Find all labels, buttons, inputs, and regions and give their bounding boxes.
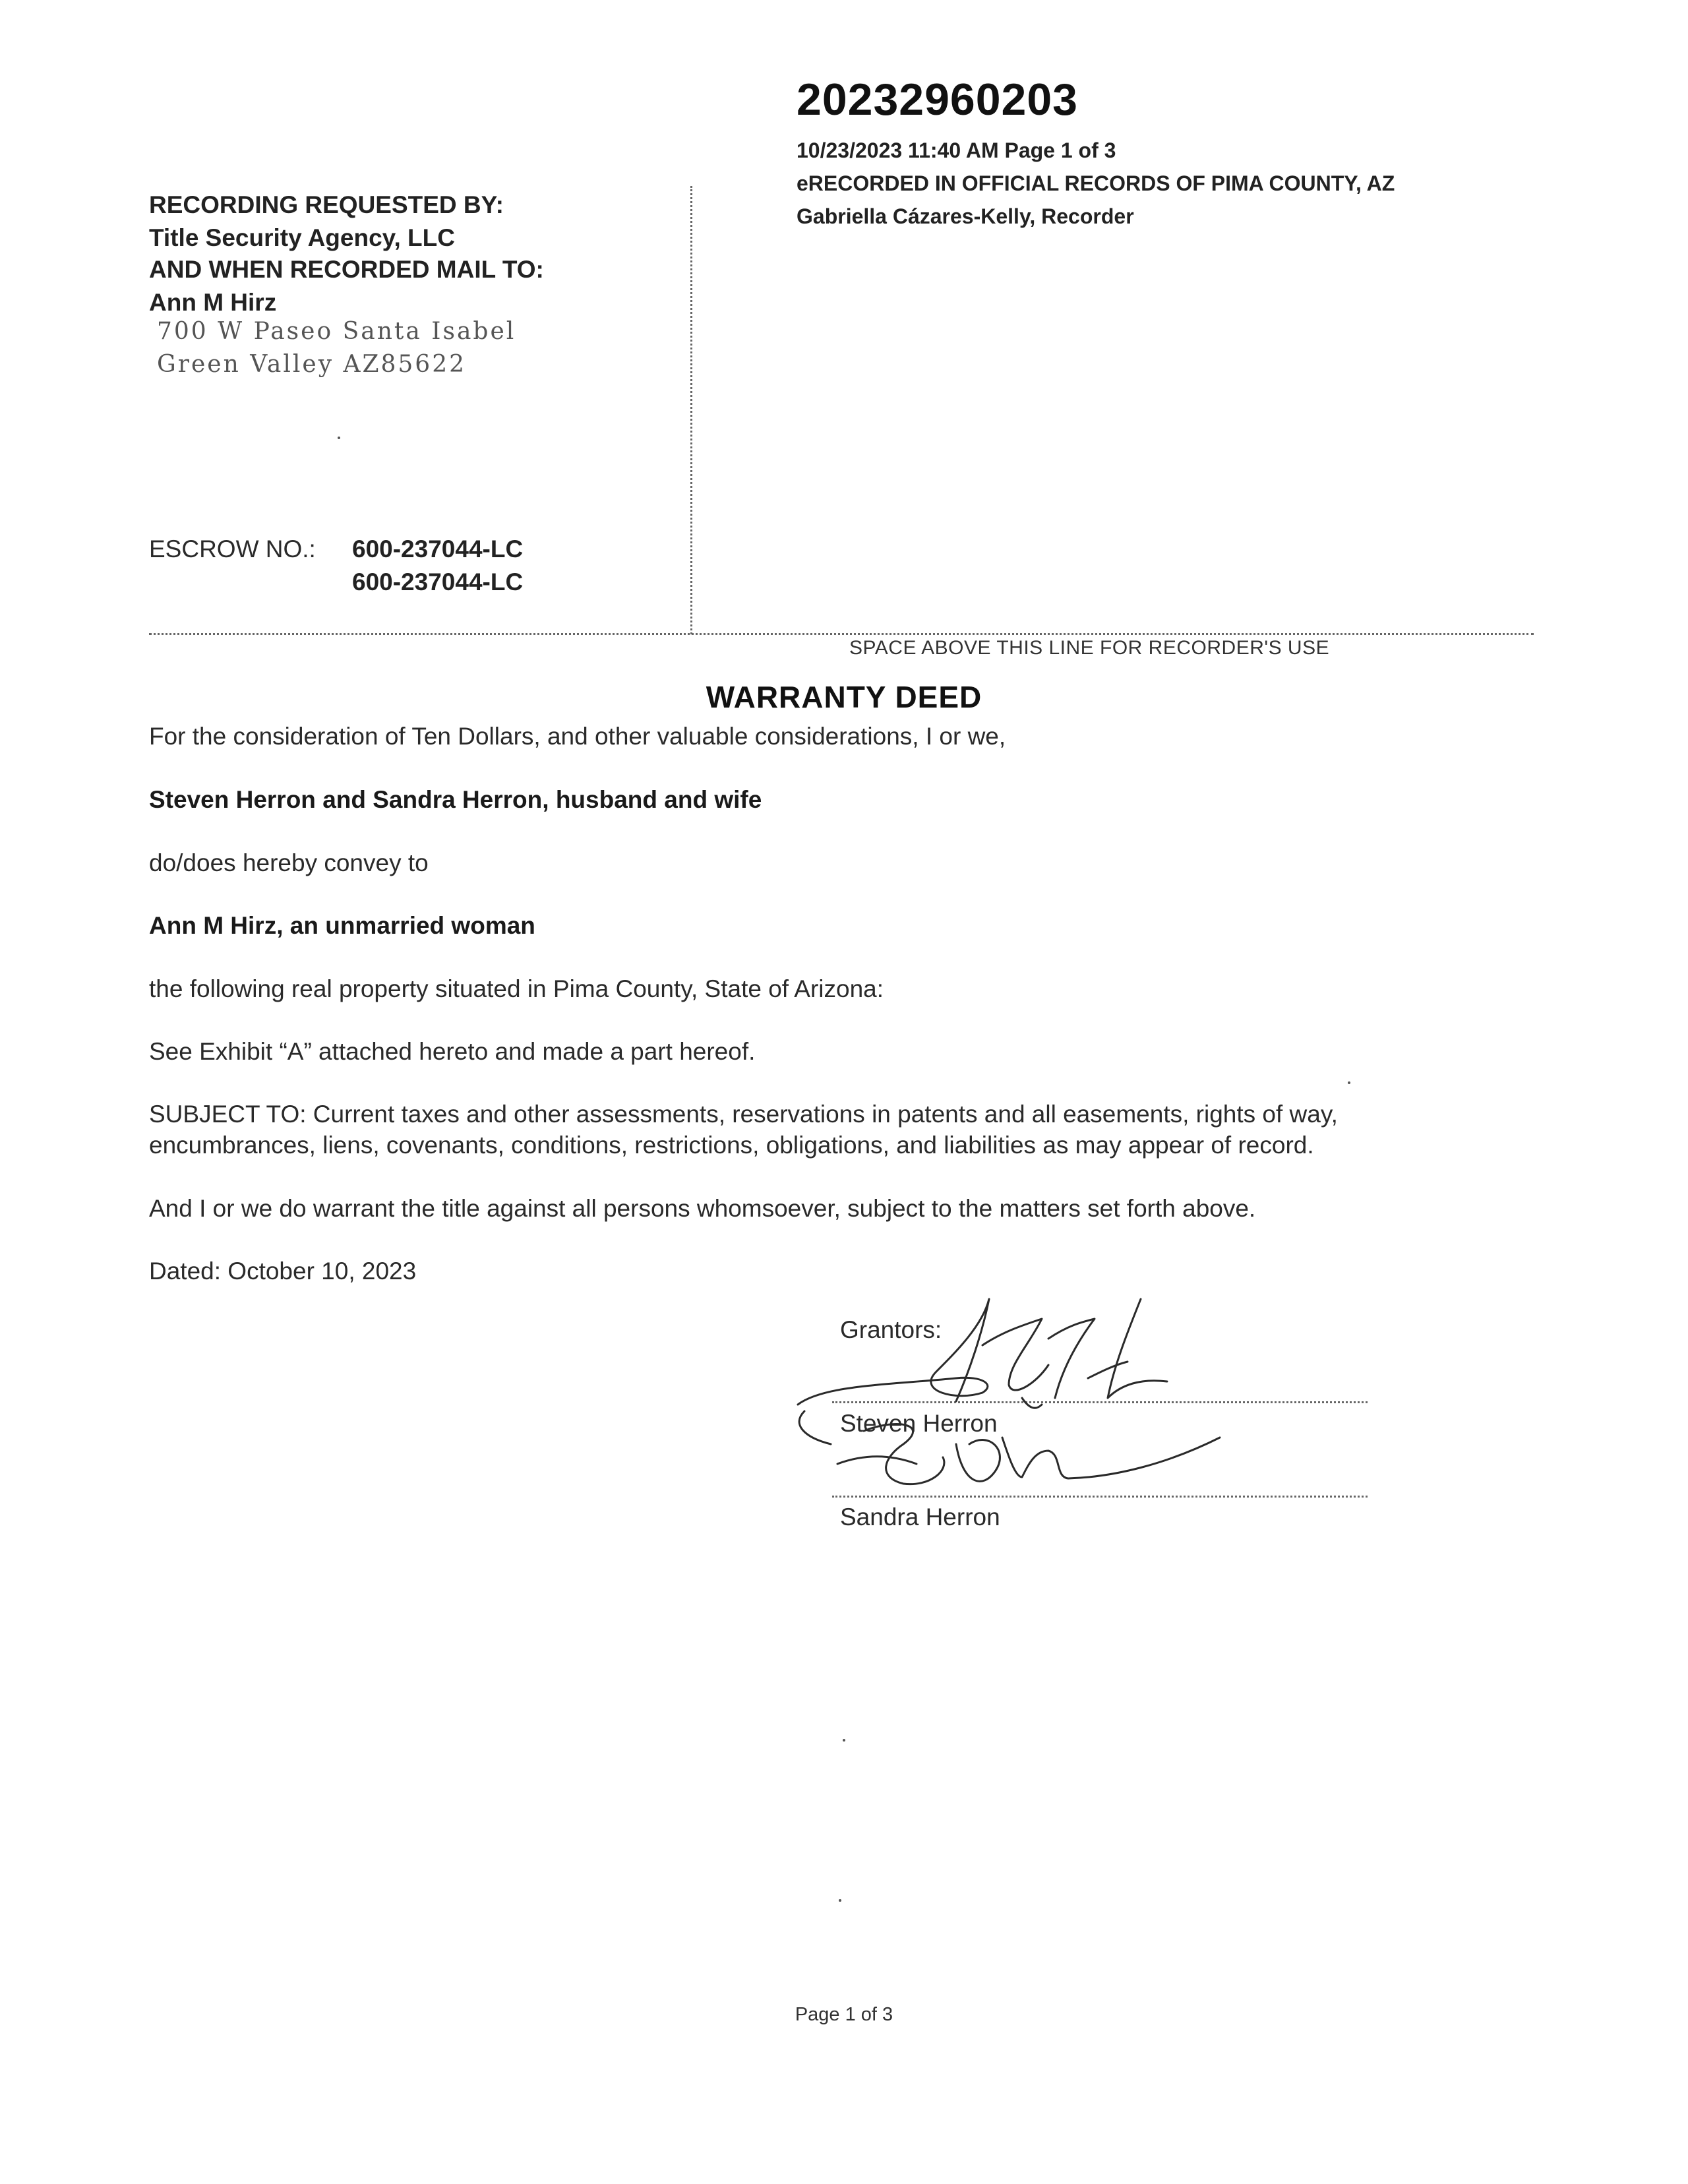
grantee-name: Ann M Hirz, an unmarried woman bbox=[149, 912, 535, 939]
recorded-line: eRECORDED IN OFFICIAL RECORDS OF PIMA COUNTY, AZ bbox=[797, 171, 1395, 195]
subject-to-line-2: encumbrances, liens, covenants, conditions, restrictions, obligations, and liabilities as may appear of record. bbox=[149, 1132, 1314, 1159]
property-text: the following real property situated in Pima County, State of Arizona: bbox=[149, 975, 884, 1002]
scan-speck bbox=[1348, 1081, 1350, 1084]
escrow-label: ESCROW NO.: bbox=[149, 535, 316, 562]
document-number: 20232960203 bbox=[797, 75, 1079, 125]
mail-to-label: AND WHEN RECORDED MAIL TO: bbox=[149, 256, 544, 283]
mail-to-name: Ann M Hirz bbox=[149, 289, 277, 316]
escrow-number-1: 600-237044-LC bbox=[352, 535, 524, 562]
address-line-2: Green Valley AZ85622 bbox=[157, 351, 467, 378]
signer-2-name: Sandra Herron bbox=[840, 1503, 1000, 1531]
dated-text: Dated: October 10, 2023 bbox=[149, 1258, 417, 1285]
record-date-line: 10/23/2023 11:40 AM Page 1 of 3 bbox=[797, 138, 1116, 162]
consideration-text: For the consideration of Ten Dollars, and other valuable considerations, I or we, bbox=[149, 723, 1006, 750]
exhibit-text: See Exhibit “A” attached hereto and made a part hereof. bbox=[149, 1038, 756, 1065]
grantors-label: Grantors: bbox=[840, 1316, 942, 1343]
scan-speck bbox=[839, 1899, 841, 1902]
deed-title: WARRANTY DEED bbox=[706, 680, 982, 714]
requested-by: Title Security Agency, LLC bbox=[149, 224, 455, 251]
handwritten-signatures-image bbox=[785, 1286, 1246, 1503]
address-line-1: 700 W Paseo Santa Isabel bbox=[157, 318, 516, 345]
page-footer: Page 1 of 3 bbox=[795, 2004, 893, 2025]
subject-to-line-1: SUBJECT TO: Current taxes and other assessments, reservations in patents and all easements, rights of way, bbox=[149, 1101, 1338, 1128]
requested-by-label: RECORDING REQUESTED BY: bbox=[149, 191, 504, 218]
scan-speck bbox=[843, 1739, 845, 1742]
escrow-number-2: 600-237044-LC bbox=[352, 568, 524, 595]
signer-1-name: Steven Herron bbox=[840, 1410, 998, 1437]
warranty-text: And I or we do warrant the title against all persons whomsoever, subject to the matters set forth above. bbox=[149, 1195, 1256, 1222]
recorder-space-divider bbox=[690, 186, 692, 634]
space-above-note: SPACE ABOVE THIS LINE FOR RECORDER'S USE bbox=[849, 637, 1330, 659]
grantors-names: Steven Herron and Sandra Herron, husband and wife bbox=[149, 786, 762, 813]
convey-text: do/does hereby convey to bbox=[149, 849, 429, 876]
recorder-line: Gabriella Cázares-Kelly, Recorder bbox=[797, 204, 1134, 228]
recorder-space-line bbox=[149, 633, 1534, 635]
scan-speck bbox=[338, 437, 340, 439]
